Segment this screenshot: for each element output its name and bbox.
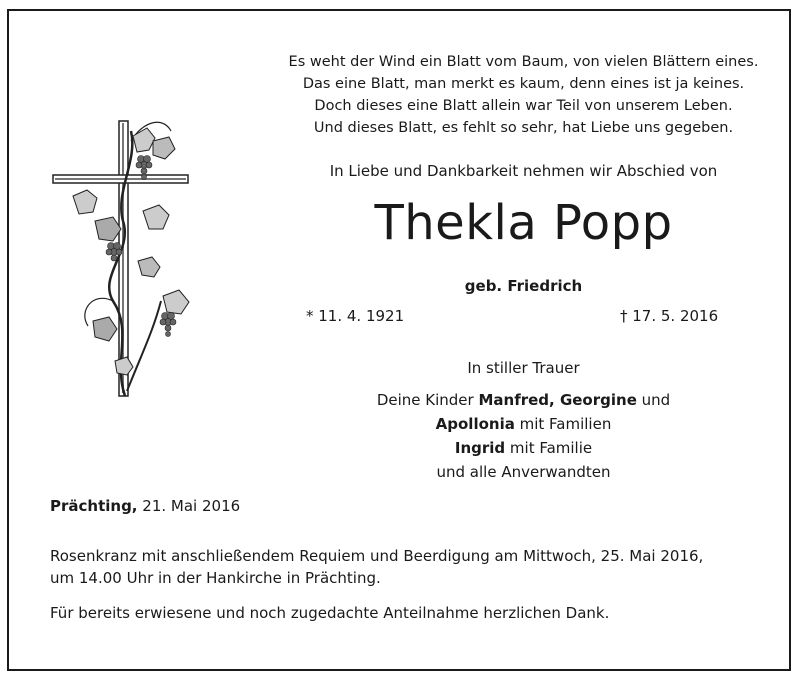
mourners-line xyxy=(251,388,791,412)
mourners xyxy=(251,356,791,484)
mourners-line xyxy=(251,436,791,460)
date: 21. Mai 2016 xyxy=(137,497,241,515)
birth-date: * 11. 4. 1921 xyxy=(306,307,405,325)
service-line: um 14.00 Uhr in der Hankirche in Prächting. xyxy=(50,569,381,587)
place: Prächting, xyxy=(50,497,138,515)
place-date xyxy=(50,497,240,515)
mourners-names: Apollonia xyxy=(435,415,515,433)
poem-line: Und dieses Blatt, es fehlt so sehr, hat Liebe uns gegeben. xyxy=(313,120,734,136)
poem xyxy=(251,51,791,139)
mourners-line xyxy=(251,412,791,436)
mourning-heading: In stiller Trauer xyxy=(467,359,580,377)
mourners-text: mit Familien xyxy=(514,415,612,433)
death-date: † 17. 5. 2016 xyxy=(620,307,719,325)
poem-line: Es weht der Wind ein Blatt vom Baum, von vielen Blättern eines. xyxy=(288,54,759,70)
thanks-text: Für bereits erwiesene und noch zugedachte Anteilnahme herzlichen Dank. xyxy=(50,604,610,622)
mourners-text: und xyxy=(636,391,671,409)
mourners-text: mit Familie xyxy=(505,439,593,457)
poem-line: Doch dieses eine Blatt allein war Teil von unserem Leben. xyxy=(314,98,733,114)
service-info xyxy=(50,545,790,589)
obituary-notice xyxy=(7,9,791,671)
mourners-line: und alle Anverwandten xyxy=(436,463,611,481)
mourners-names: Ingrid xyxy=(454,439,506,457)
farewell-intro: In Liebe und Dankbarkeit nehmen wir Abschied von xyxy=(329,162,718,180)
service-line: Rosenkranz mit anschließendem Requiem und Beerdigung am Mittwoch, 25. Mai 2016, xyxy=(50,547,704,565)
mourners-names: Manfred, Georgine xyxy=(478,391,637,409)
birth-name: geb. Friedrich xyxy=(464,277,583,295)
cross-with-grapevine-icon xyxy=(43,101,203,401)
deceased-name: Thekla Popp xyxy=(374,195,673,251)
poem-line: Das eine Blatt, man merkt es kaum, denn eines ist ja keines. xyxy=(302,76,745,92)
mourners-text: Deine Kinder xyxy=(376,391,479,409)
